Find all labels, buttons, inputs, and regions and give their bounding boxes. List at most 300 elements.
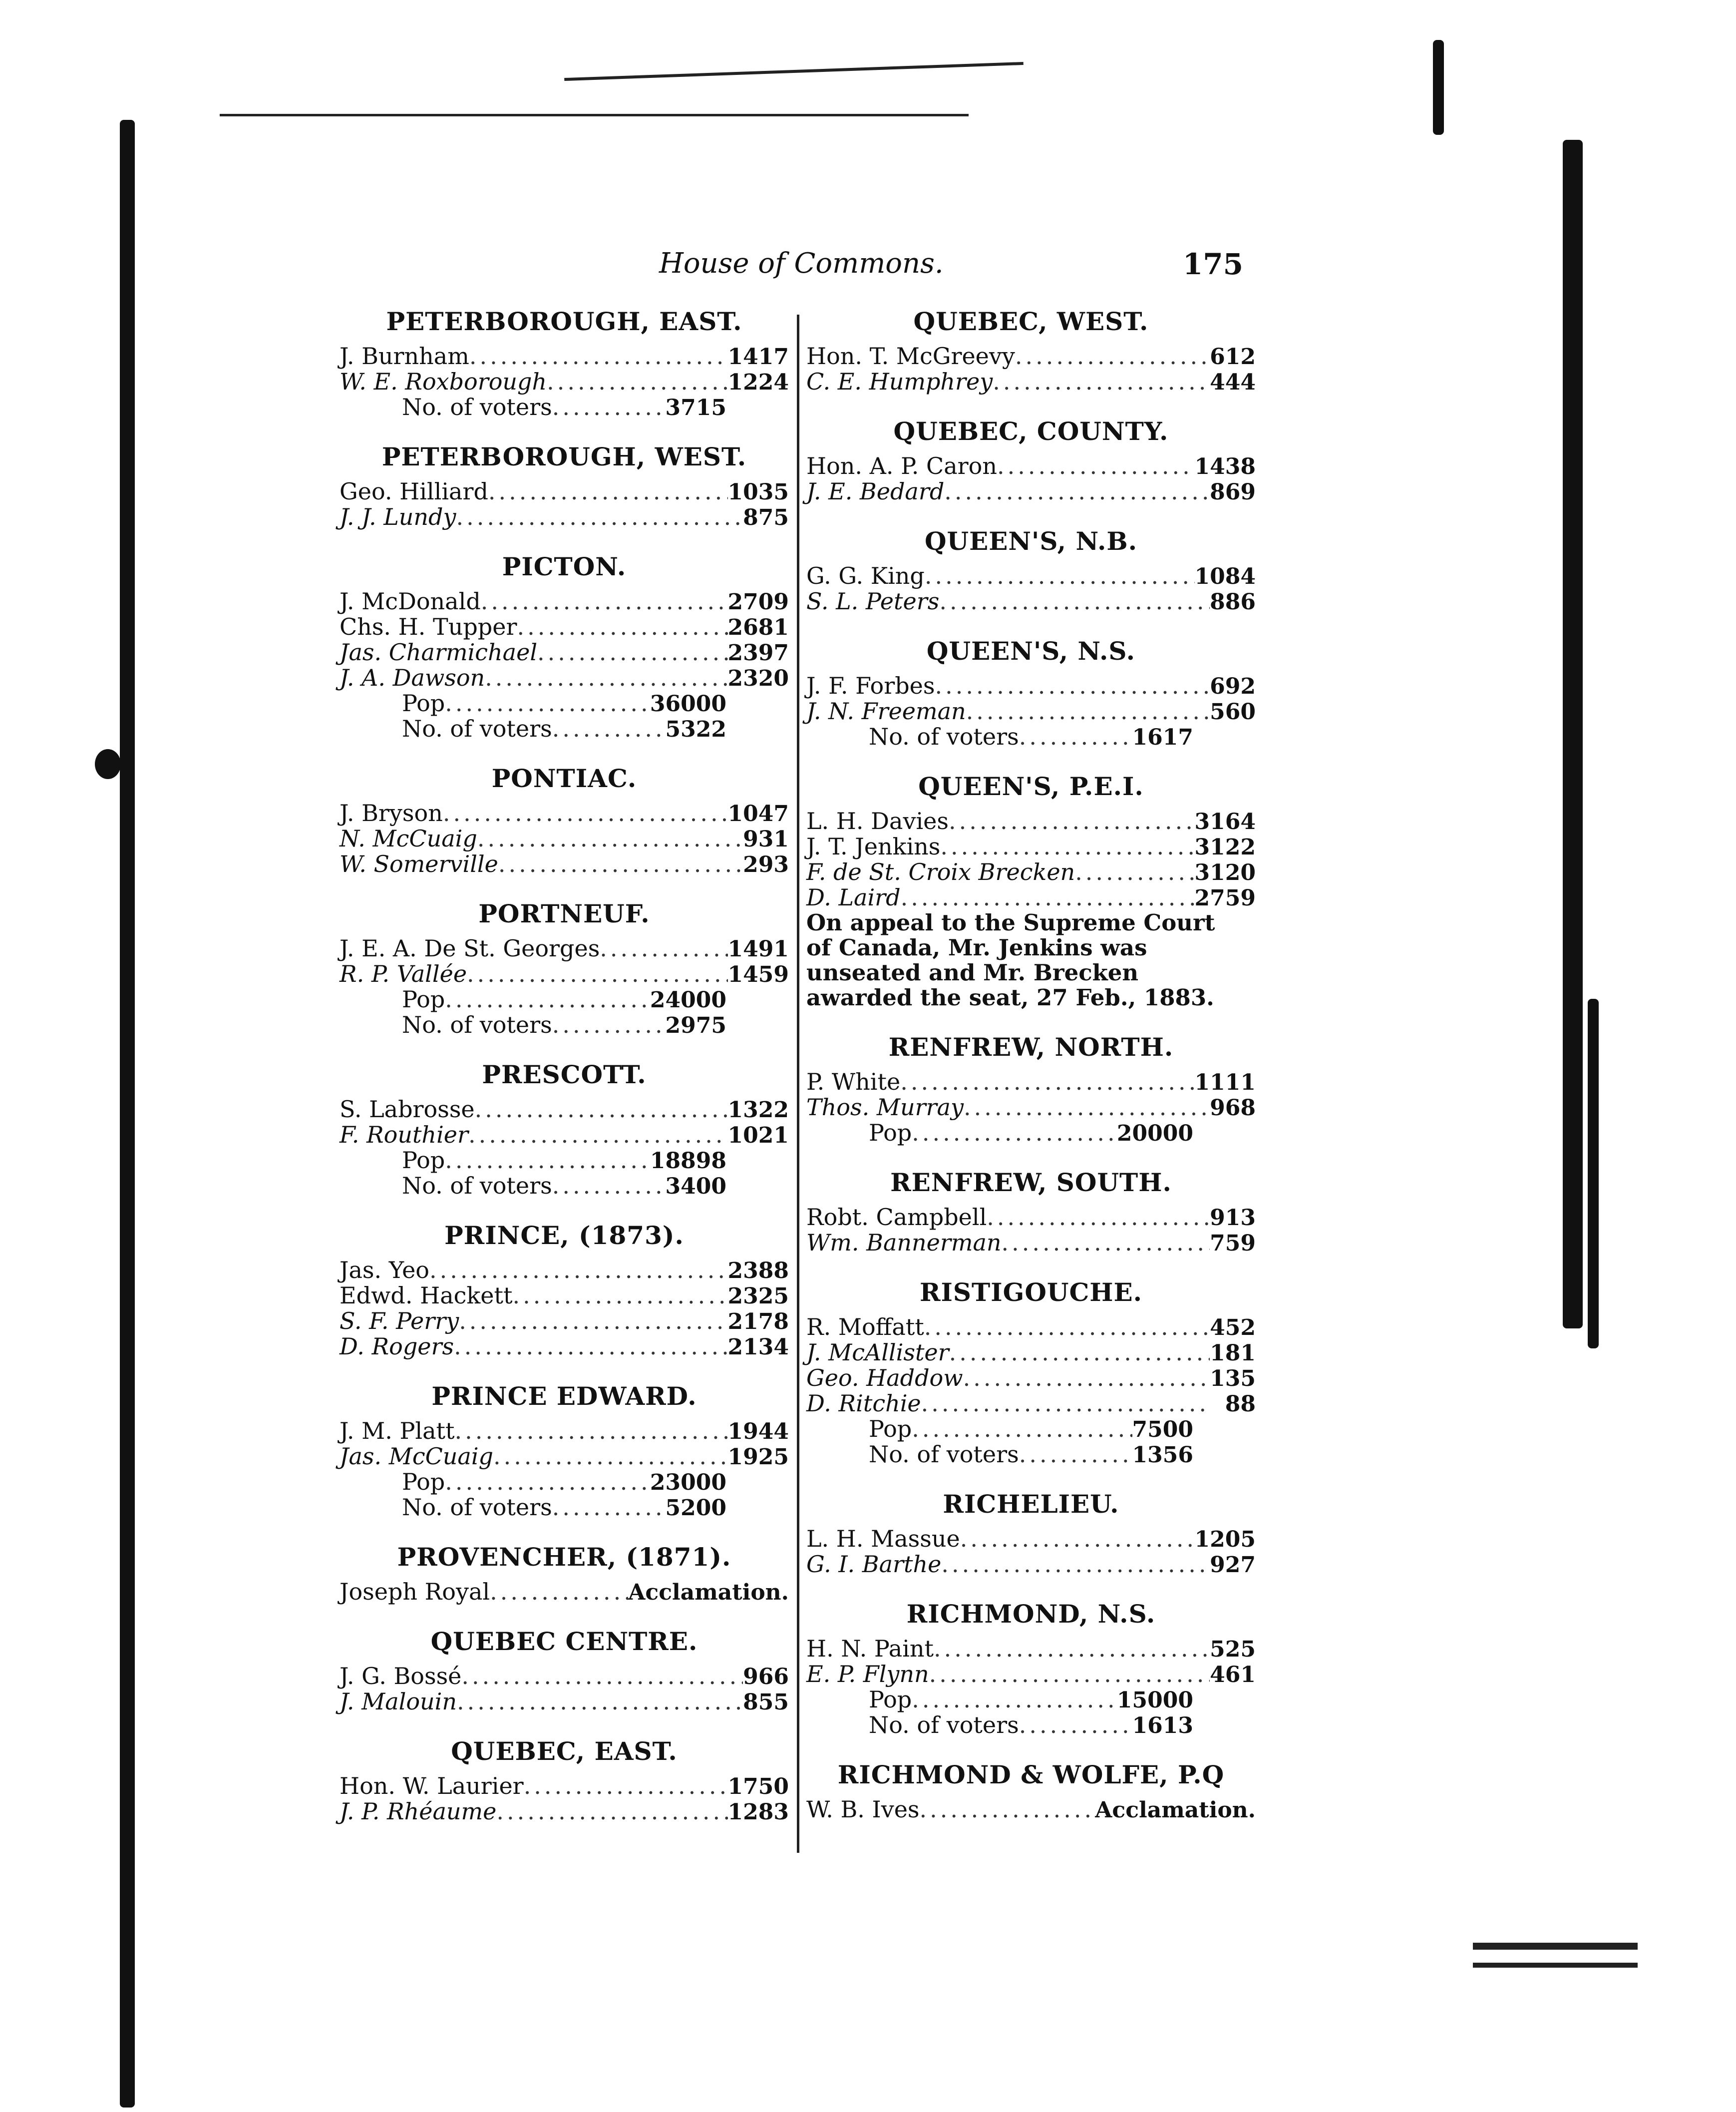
candidate-row <box>340 1689 789 1714</box>
candidate-row <box>340 826 789 851</box>
candidate-row <box>340 1258 789 1283</box>
candidate-name: Wm. Bannerman <box>806 1229 1002 1256</box>
candidate-name: D. Rogers <box>340 1333 454 1360</box>
dot-leader <box>445 1148 650 1173</box>
dot-leader <box>445 987 650 1012</box>
dot-leader <box>488 479 728 504</box>
statistic-row <box>340 1173 789 1199</box>
dot-leader <box>987 1205 1210 1230</box>
candidate-name: J. M. Platt <box>340 1417 455 1444</box>
candidate-row <box>340 936 789 961</box>
dot-leader <box>459 1308 727 1334</box>
candidate-name: J. E. A. De St. Georges <box>340 935 600 962</box>
scan-binding-left <box>120 120 135 2108</box>
statistic-label: Pop <box>402 986 445 1013</box>
dot-leader <box>940 834 1194 859</box>
candidate-row <box>806 1314 1256 1340</box>
vote-count: 1084 <box>1194 564 1256 589</box>
vote-count: 2709 <box>727 589 789 615</box>
statistic-value: 3400 <box>665 1174 726 1199</box>
vote-count: 452 <box>1210 1315 1256 1340</box>
vote-count: 869 <box>1210 479 1256 505</box>
dot-leader <box>457 1689 743 1714</box>
dot-leader <box>949 809 1195 834</box>
dot-leader <box>552 716 666 742</box>
dot-leader <box>493 1444 728 1469</box>
candidate-name: J. T. Jenkins <box>806 833 941 860</box>
dot-leader <box>455 1418 728 1444</box>
constituency-section <box>340 435 789 530</box>
statistic-value: 1356 <box>1132 1442 1193 1468</box>
vote-count: 1021 <box>727 1123 789 1148</box>
dot-leader <box>552 1495 666 1520</box>
dot-leader <box>935 673 1210 699</box>
constituency-section <box>806 1753 1256 1822</box>
statistic-row <box>340 1148 789 1173</box>
candidate-name: L. H. Davies <box>806 808 949 835</box>
statistic-label: No. of voters <box>402 1011 552 1038</box>
statistic-label: Pop <box>869 1119 912 1146</box>
vote-count: 135 <box>1210 1366 1256 1391</box>
vote-count: 1205 <box>1194 1527 1256 1552</box>
dot-leader <box>944 479 1210 504</box>
statistic-label: No. of voters <box>402 715 552 742</box>
candidate-name: S. Labrosse <box>340 1096 475 1123</box>
candidate-row <box>806 673 1256 699</box>
dot-leader <box>468 1122 728 1148</box>
candidate-name: Jas. McCuaig <box>340 1443 493 1470</box>
candidate-row <box>806 1069 1256 1095</box>
vote-count: 927 <box>1210 1552 1256 1578</box>
candidate-name: W. E. Roxborough <box>340 368 547 395</box>
candidate-row <box>340 1664 789 1689</box>
vote-count: 2178 <box>727 1309 789 1334</box>
statistic-label: No. of voters <box>869 723 1019 750</box>
candidate-row <box>806 1095 1256 1120</box>
statistic-row <box>806 1442 1256 1467</box>
candidate-name: Jas. Yeo <box>340 1257 430 1283</box>
candidate-name: E. P. Flynn <box>806 1661 929 1688</box>
candidate-name: S. L. Peters <box>806 588 940 615</box>
candidate-row <box>340 1097 789 1122</box>
vote-count: 2388 <box>727 1258 789 1283</box>
candidate-row <box>806 1526 1256 1552</box>
candidate-name: W. B. Ives <box>806 1796 920 1823</box>
statistic-value: 5200 <box>665 1495 726 1521</box>
constituency-section <box>340 1374 789 1520</box>
candidate-name: J. McDonald <box>340 588 481 615</box>
vote-count: 2320 <box>727 666 789 691</box>
statistic-row <box>340 1495 789 1520</box>
constituency-section <box>806 410 1256 504</box>
vote-count: 181 <box>1210 1340 1256 1366</box>
dot-leader <box>960 1526 1195 1552</box>
vote-count: 2325 <box>727 1283 789 1309</box>
candidate-row <box>340 614 789 640</box>
dot-leader <box>461 1664 743 1689</box>
vote-count: 855 <box>743 1690 789 1715</box>
vote-count: 1438 <box>1194 454 1256 479</box>
dot-leader <box>524 1773 728 1799</box>
candidate-row <box>340 801 789 826</box>
candidate-row <box>806 1552 1256 1577</box>
scan-binding-right-top <box>1433 40 1444 135</box>
candidate-row <box>806 479 1256 504</box>
vote-count: 88 <box>1225 1391 1256 1417</box>
constituency-title: PRINCE, (1873). <box>444 1221 684 1250</box>
statistic-row <box>340 1469 789 1495</box>
constituency-section <box>340 1729 789 1824</box>
vote-count: 1035 <box>727 479 789 505</box>
constituency-title: QUEEN'S, P.E.I. <box>918 772 1144 801</box>
vote-count: 1047 <box>727 801 789 827</box>
dot-leader <box>496 1799 727 1824</box>
constituency-section <box>340 757 789 877</box>
candidate-row <box>340 1773 789 1799</box>
running-title: House of Commons. <box>659 247 944 280</box>
candidate-name: Thos. Murray <box>806 1094 964 1121</box>
candidate-name: J. J. Lundy <box>340 503 456 530</box>
statistic-row <box>806 724 1256 750</box>
constituency-section <box>340 892 789 1038</box>
candidate-row <box>340 1799 789 1824</box>
candidate-row <box>340 665 789 691</box>
right-column <box>806 300 1256 1837</box>
vote-count: 525 <box>1210 1637 1256 1662</box>
candidate-name: P. White <box>806 1068 901 1095</box>
vote-count: 2134 <box>727 1334 789 1360</box>
statistic-value: 3715 <box>665 395 726 421</box>
constituency-section <box>340 1620 789 1714</box>
scan-binding-right <box>1563 140 1583 1328</box>
vote-count: 461 <box>1210 1662 1256 1688</box>
constituency-title: PETERBOROUGH, EAST. <box>386 307 742 336</box>
vote-count: 913 <box>1210 1205 1256 1231</box>
vote-count: 293 <box>743 852 789 877</box>
statistic-value: 1613 <box>1132 1713 1193 1738</box>
constituency-title: RICHELIEU. <box>943 1489 1119 1519</box>
dot-leader <box>929 1662 1210 1687</box>
constituency-section <box>806 300 1256 395</box>
scan-mark-bottom-right-2 <box>1473 1963 1638 1968</box>
dot-leader <box>485 665 727 691</box>
dot-leader <box>552 1173 666 1199</box>
constituency-section <box>340 1535 789 1605</box>
candidate-row <box>806 589 1256 614</box>
dot-leader <box>941 1552 1210 1577</box>
vote-count: 931 <box>743 827 789 852</box>
dot-leader <box>912 1687 1117 1712</box>
candidate-row <box>806 1230 1256 1256</box>
candidate-row <box>340 1283 789 1308</box>
candidate-name: F. Routhier <box>340 1121 468 1148</box>
candidate-row <box>806 699 1256 724</box>
vote-count: 875 <box>743 505 789 530</box>
vote-count: 886 <box>1210 589 1256 615</box>
vote-count: 1111 <box>1194 1070 1256 1095</box>
candidate-row <box>806 1391 1256 1416</box>
constituency-title: PORTNEUF. <box>478 899 650 928</box>
vote-count: 1750 <box>727 1774 789 1799</box>
candidate-row <box>806 809 1256 834</box>
dot-leader <box>900 1069 1194 1095</box>
constituency-title: RISTIGOUCHE. <box>919 1277 1143 1307</box>
constituency-title: PETERBOROUGH, WEST. <box>381 442 747 471</box>
statistic-row <box>340 1012 789 1038</box>
statistic-row <box>340 987 789 1012</box>
constituency-section <box>340 545 789 742</box>
candidate-name: L. H. Massue <box>806 1525 960 1552</box>
dot-leader <box>1002 1230 1210 1256</box>
constituency-section <box>806 1270 1256 1467</box>
dot-leader <box>490 1579 628 1605</box>
vote-count: 3164 <box>1194 809 1256 835</box>
candidate-row <box>806 859 1256 885</box>
dot-leader <box>469 344 728 369</box>
statistic-label: Pop <box>402 1468 445 1495</box>
constituency-section <box>806 1025 1256 1146</box>
constituency-section <box>806 1161 1256 1256</box>
candidate-row <box>340 851 789 877</box>
dot-leader <box>934 1636 1210 1662</box>
dot-leader <box>547 369 727 395</box>
dot-leader <box>1019 1712 1132 1738</box>
candidate-name: J. Burnham <box>340 343 469 370</box>
candidate-row <box>806 563 1256 589</box>
vote-count: 612 <box>1210 344 1256 370</box>
left-column <box>340 300 789 1839</box>
dot-leader <box>443 801 728 826</box>
candidate-row <box>340 369 789 395</box>
constituency-section <box>806 1482 1256 1577</box>
scan-mark-bottom-right <box>1473 1943 1638 1950</box>
constituency-section <box>340 1214 789 1359</box>
running-head <box>330 247 1253 292</box>
constituency-section <box>806 1592 1256 1738</box>
dot-leader <box>1015 344 1210 369</box>
vote-count: 759 <box>1210 1231 1256 1256</box>
statistic-row <box>806 1416 1256 1442</box>
dot-leader <box>429 1258 728 1283</box>
dot-leader <box>1075 859 1194 885</box>
vote-count: 966 <box>743 1664 789 1690</box>
candidate-name: J. G. Bossé <box>340 1663 462 1690</box>
constituency-title: PRESCOTT. <box>482 1060 647 1089</box>
vote-count: 1224 <box>727 370 789 395</box>
statistic-row <box>340 691 789 716</box>
constituency-section <box>806 519 1256 614</box>
constituency-title: QUEEN'S, N.S. <box>926 636 1136 666</box>
statistic-label: No. of voters <box>869 1711 1019 1738</box>
dot-leader <box>949 1340 1210 1365</box>
constituency-section <box>806 629 1256 750</box>
candidate-name: W. Somerville <box>340 850 498 877</box>
candidate-name: Edwd. Hackett <box>340 1282 513 1309</box>
candidate-name: N. McCuaig <box>340 825 477 852</box>
dot-leader <box>964 1095 1210 1120</box>
candidate-row <box>806 885 1256 910</box>
candidate-row <box>806 1205 1256 1230</box>
statistic-label: No. of voters <box>869 1441 1019 1468</box>
vote-count: 2681 <box>727 615 789 640</box>
candidate-row <box>806 834 1256 859</box>
candidate-name: J. F. Forbes <box>806 672 935 699</box>
dot-leader <box>445 1469 650 1495</box>
statistic-value: 7500 <box>1132 1417 1193 1442</box>
candidate-name: R. Moffatt <box>806 1313 924 1340</box>
statistic-row <box>806 1120 1256 1146</box>
statistic-value: 18898 <box>650 1148 726 1174</box>
candidate-row <box>340 961 789 987</box>
dot-leader <box>912 1120 1117 1146</box>
statistic-value: 2975 <box>665 1013 726 1038</box>
constituency-title: QUEBEC, COUNTY. <box>893 417 1169 446</box>
statistic-label: Pop <box>869 1686 912 1713</box>
constituency-section <box>340 1053 789 1199</box>
vote-count: 1491 <box>727 936 789 962</box>
statistic-value: 24000 <box>650 987 726 1013</box>
vote-count: 968 <box>1210 1095 1256 1121</box>
vote-count: 1925 <box>727 1444 789 1470</box>
statistic-value: 1617 <box>1132 725 1193 750</box>
vote-count: 1944 <box>727 1419 789 1444</box>
scan-edge-top-left <box>220 114 969 116</box>
candidate-name: Geo. Haddow <box>806 1364 963 1391</box>
candidate-row <box>806 344 1256 369</box>
statistic-row <box>806 1712 1256 1738</box>
candidate-name: J. E. Bedard <box>806 478 945 505</box>
dot-leader <box>1019 1442 1132 1467</box>
candidate-name: Joseph Royal <box>340 1578 490 1605</box>
constituency-title: RENFREW, NORTH. <box>888 1032 1174 1062</box>
candidate-row <box>340 1308 789 1334</box>
constituency-title: RICHMOND, N.S. <box>906 1599 1156 1629</box>
dot-leader <box>921 1391 1211 1416</box>
candidate-name: J. A. Dawson <box>340 664 485 691</box>
constituency-title: PRINCE EDWARD. <box>431 1381 697 1411</box>
candidate-row <box>806 1340 1256 1365</box>
column-divider <box>797 315 799 1853</box>
candidate-row <box>340 589 789 614</box>
candidate-row <box>340 479 789 504</box>
candidate-row <box>340 344 789 369</box>
statistic-value: 23000 <box>650 1470 726 1495</box>
scan-edge-top <box>564 62 1024 81</box>
candidate-name: J. Malouin <box>340 1688 457 1715</box>
appeal-note: On appeal to the Supreme Court of Canada, Mr. Jenkins was unseated and Mr. Brecken awarded the seat, 27 Feb., 1883. <box>806 909 1215 1011</box>
dot-leader <box>445 691 650 716</box>
dot-leader <box>966 699 1210 724</box>
constituency-title: QUEEN'S, N.B. <box>924 526 1138 556</box>
candidate-name: Jas. Charmichael <box>340 639 538 666</box>
candidate-row <box>806 1365 1256 1391</box>
vote-count: 3122 <box>1194 835 1256 860</box>
statistic-label: Pop <box>869 1415 912 1442</box>
constituency-title: QUEBEC, EAST. <box>451 1736 678 1766</box>
candidate-name: G. G. King <box>806 562 925 589</box>
candidate-row <box>806 369 1256 395</box>
constituency-section <box>340 300 789 420</box>
vote-count: 3120 <box>1194 860 1256 885</box>
constituency-title: QUEBEC CENTRE. <box>430 1627 698 1656</box>
dot-leader <box>600 936 727 961</box>
dot-leader <box>512 1283 727 1308</box>
dot-leader <box>924 1314 1210 1340</box>
statistic-value: 5322 <box>665 717 726 742</box>
statistic-row <box>340 716 789 742</box>
dot-leader <box>920 1797 1095 1822</box>
constituency-title: PICTON. <box>502 552 627 581</box>
candidate-name: J. McAllister <box>806 1339 949 1366</box>
dot-leader <box>454 1334 727 1359</box>
dot-leader <box>537 640 728 665</box>
vote-count: 2397 <box>727 640 789 666</box>
dot-leader <box>456 504 743 530</box>
dot-leader <box>901 885 1195 910</box>
vote-count: 560 <box>1210 699 1256 725</box>
candidate-name: J. Bryson <box>340 800 443 827</box>
constituency-title: PROVENCHER, (1871). <box>397 1542 731 1572</box>
dot-leader <box>997 453 1195 479</box>
constituency-title: QUEBEC, WEST. <box>913 307 1149 336</box>
vote-count: 692 <box>1210 674 1256 699</box>
statistic-value: 20000 <box>1116 1121 1193 1146</box>
candidate-name: J. N. Freeman <box>806 698 966 725</box>
candidate-name: H. N. Paint <box>806 1635 934 1662</box>
statistic-label: Pop <box>402 1147 445 1174</box>
candidate-row <box>340 640 789 665</box>
candidate-row <box>340 1122 789 1148</box>
dot-leader <box>498 851 743 877</box>
candidate-row <box>340 1418 789 1444</box>
candidate-row <box>340 1334 789 1359</box>
statistic-row <box>340 395 789 420</box>
dot-leader <box>475 1097 728 1122</box>
dot-leader <box>552 1012 666 1038</box>
vote-count: Acclamation. <box>1095 1797 1256 1823</box>
dot-leader <box>467 961 727 987</box>
statistic-value: 36000 <box>650 691 726 717</box>
candidate-row <box>340 504 789 530</box>
candidate-name: D. Laird <box>806 884 901 911</box>
statistic-label: Pop <box>402 690 445 717</box>
candidate-row <box>806 453 1256 479</box>
candidate-name: D. Ritchie <box>806 1390 921 1417</box>
dot-leader <box>939 589 1210 614</box>
ink-blot <box>95 749 121 779</box>
constituency-title: RENFREW, SOUTH. <box>890 1168 1172 1197</box>
candidate-name: Robt. Campbell <box>806 1204 987 1231</box>
candidate-name: R. P. Vallée <box>340 960 467 987</box>
dot-leader <box>1019 724 1132 750</box>
statistic-label: No. of voters <box>402 1494 552 1521</box>
candidate-name: Chs. H. Tupper <box>340 613 517 640</box>
dot-leader <box>552 395 666 420</box>
dot-leader <box>912 1416 1132 1442</box>
vote-count: 2759 <box>1194 885 1256 911</box>
vote-count: 1459 <box>727 962 789 987</box>
constituency-title: RICHMOND & WOLFE, P.Q <box>837 1760 1225 1789</box>
dot-leader <box>925 563 1195 589</box>
vote-count: 1322 <box>727 1097 789 1123</box>
candidate-row <box>340 1444 789 1469</box>
vote-count: 1417 <box>727 344 789 370</box>
candidate-name: S. F. Perry <box>340 1307 459 1334</box>
dot-leader <box>963 1365 1210 1391</box>
page-number: 175 <box>1182 247 1243 281</box>
candidate-name: Geo. Hilliard <box>340 478 488 505</box>
statistic-label: No. of voters <box>402 394 552 421</box>
